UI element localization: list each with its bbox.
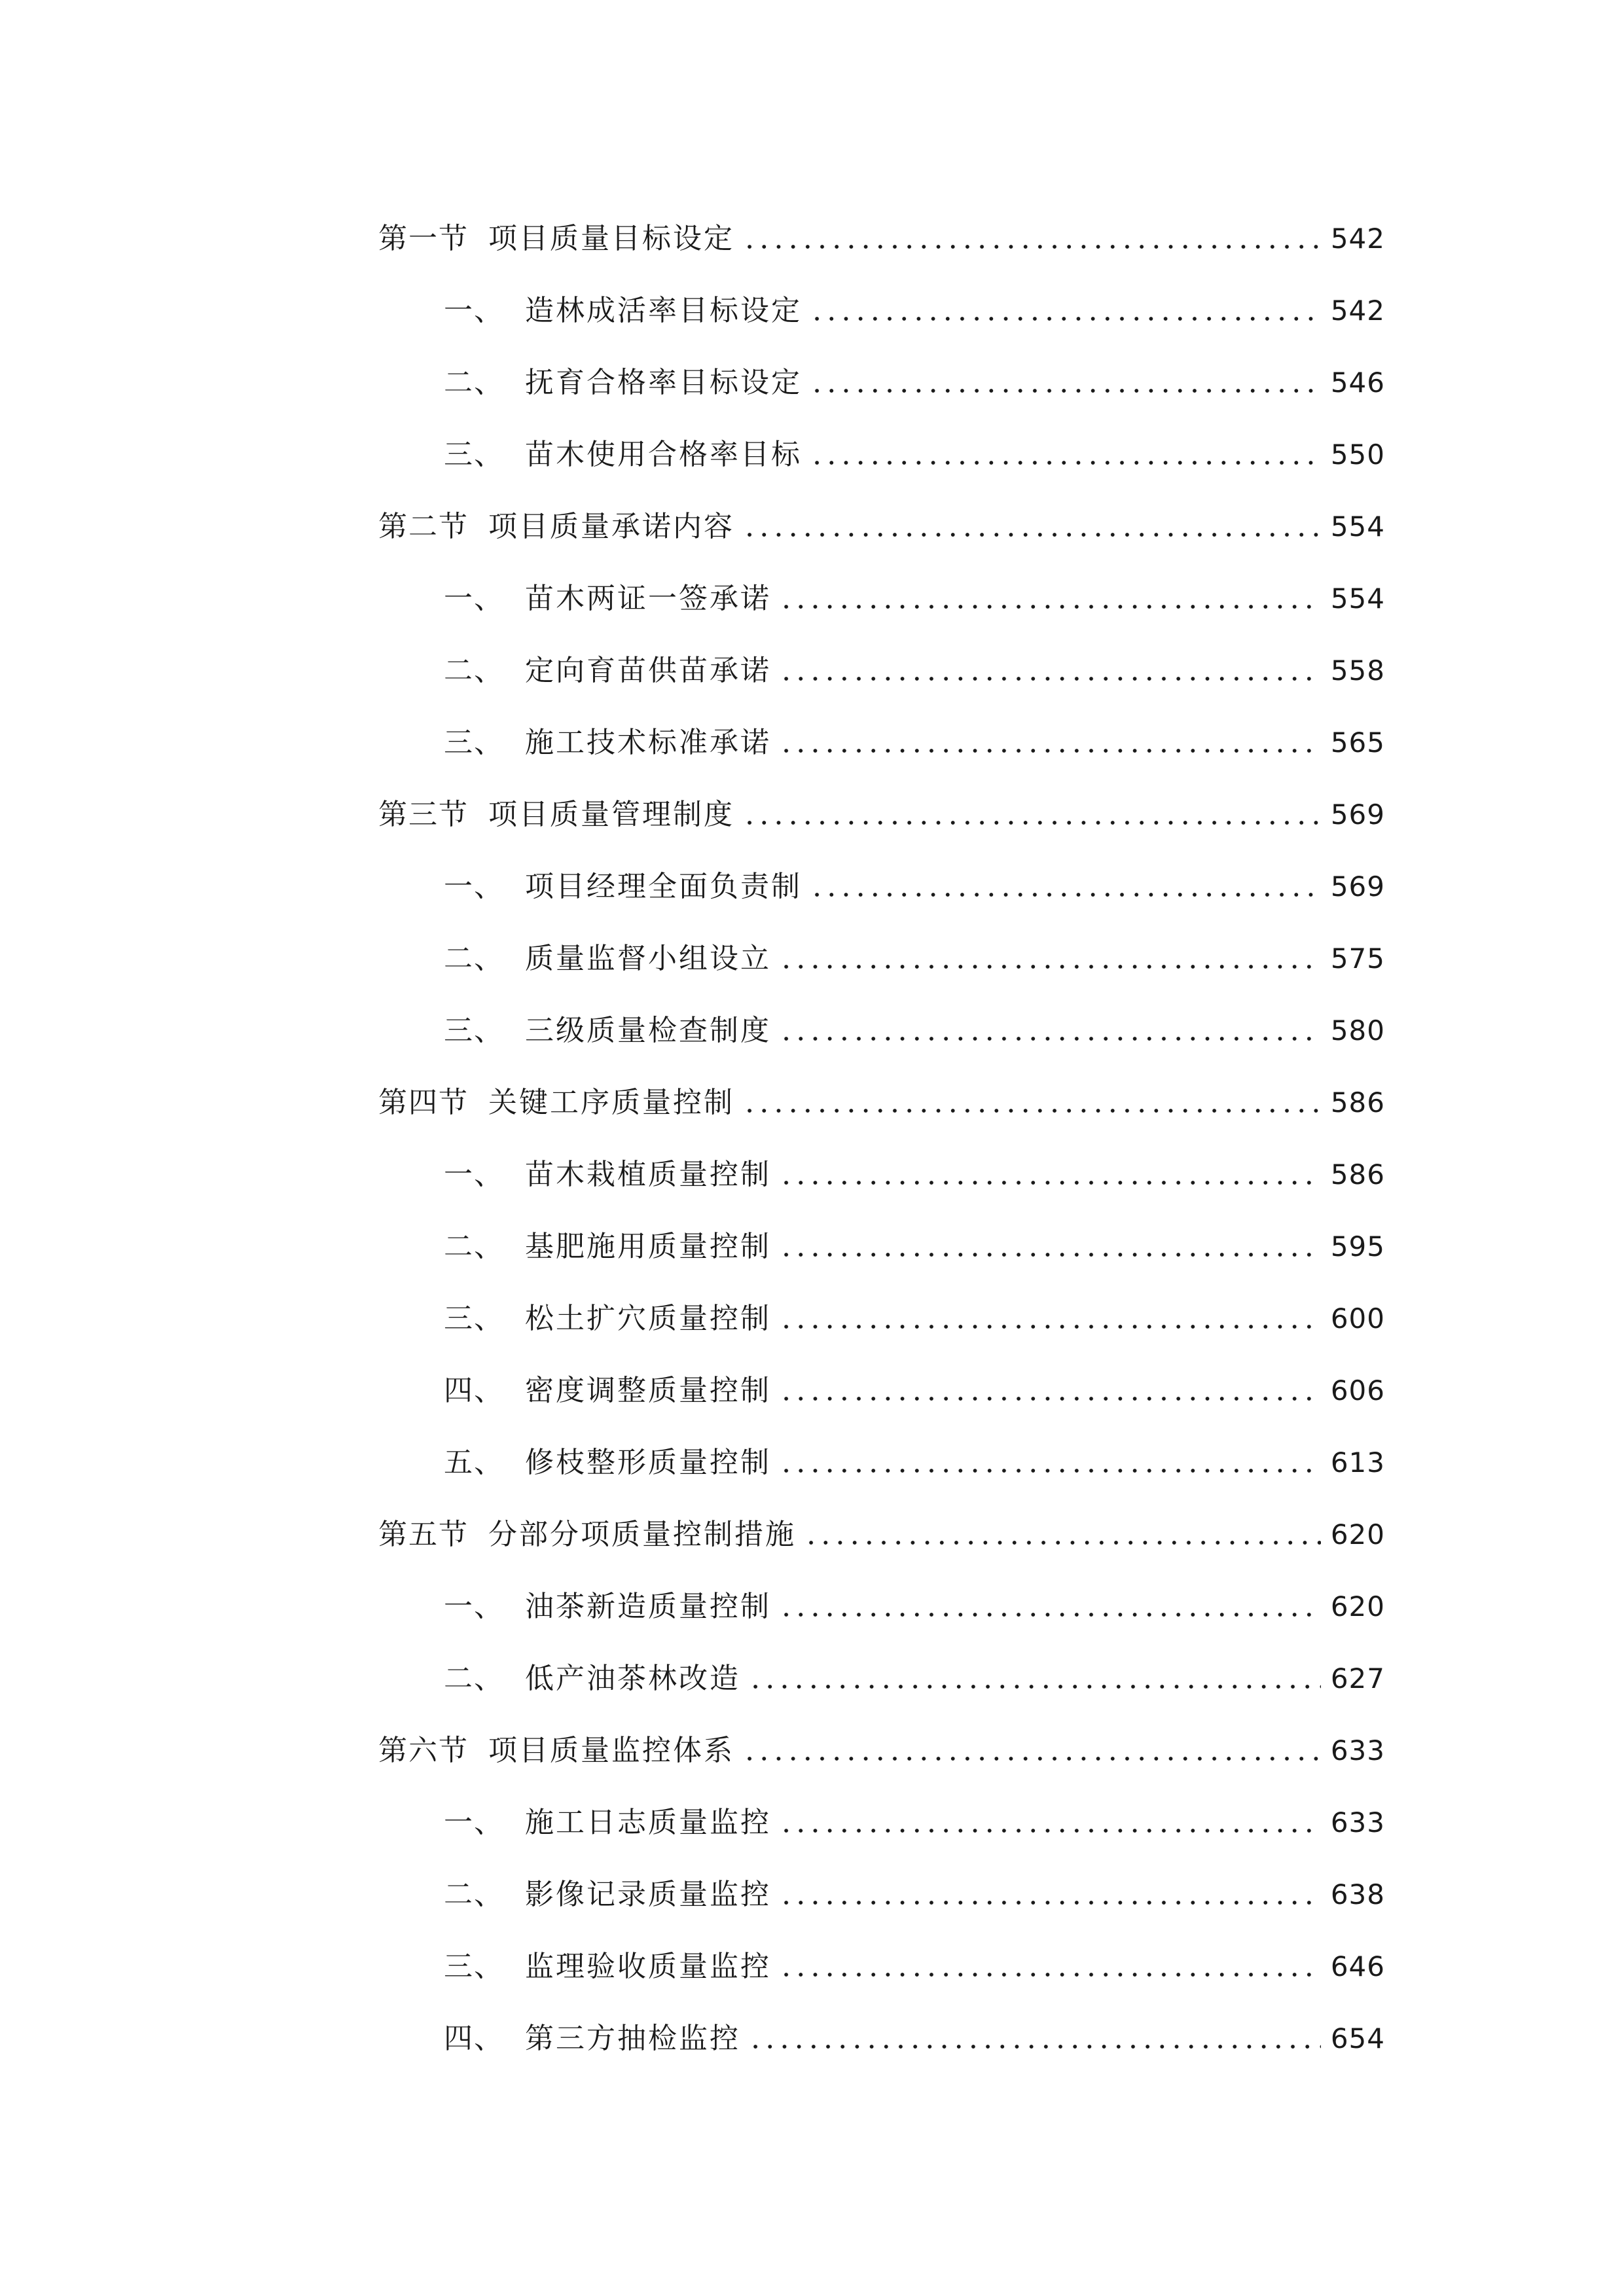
toc-page-number: 586: [1330, 1086, 1385, 1119]
toc-entry-number: 三、: [444, 438, 504, 471]
toc-entry-number: 二、: [444, 366, 504, 399]
toc-page-number: 606: [1330, 1374, 1385, 1407]
toc-entry-title: 项目质量管理制度: [488, 798, 734, 831]
toc-entry[interactable]: [378, 1499, 1385, 1571]
toc-entry[interactable]: [378, 923, 1385, 995]
toc-entry-heading: [378, 440, 802, 469]
dot-leader: [779, 1827, 1321, 1834]
toc-entry-number: 第二节: [378, 510, 469, 543]
toc-entry-number: 一、: [444, 1590, 504, 1623]
toc-entry-heading: [378, 1304, 771, 1333]
toc-entry-number: 一、: [444, 870, 504, 903]
toc-page-number: 569: [1330, 870, 1385, 903]
dot-leader: [779, 1251, 1321, 1258]
toc-entry-title: 项目质量监控体系: [488, 1734, 734, 1767]
toc-page-number: 600: [1330, 1302, 1385, 1335]
toc-entry[interactable]: [378, 995, 1385, 1067]
dot-leader: [779, 1611, 1321, 1618]
toc-page-number: 620: [1330, 1590, 1385, 1623]
toc-entry[interactable]: [378, 203, 1385, 275]
dot-leader: [748, 2043, 1321, 2050]
dot-leader: [779, 1179, 1321, 1186]
dot-leader: [810, 387, 1321, 394]
toc-page-number: 595: [1330, 1230, 1385, 1263]
toc-entry-title: 分部分项质量控制措施: [488, 1518, 796, 1551]
toc-entry-number: 二、: [444, 1230, 504, 1263]
toc-entry[interactable]: [378, 1787, 1385, 1859]
toc-entry-number: 三、: [444, 1302, 504, 1335]
toc-entry-number: 第六节: [378, 1734, 469, 1767]
toc-entry[interactable]: [378, 1283, 1385, 1355]
toc-entry-title: 造林成活率目标设定: [525, 294, 802, 327]
dot-leader: [810, 459, 1321, 466]
toc-entry-heading: [378, 1232, 771, 1261]
toc-entry-number: 第四节: [378, 1086, 469, 1119]
dot-leader: [810, 891, 1321, 898]
toc-entry-title: 第三方抽检监控: [525, 2022, 740, 2055]
toc-entry-heading: [378, 1592, 771, 1621]
dot-leader: [742, 243, 1321, 250]
dot-leader: [742, 531, 1321, 538]
toc-entry-number: 三、: [444, 1014, 504, 1047]
dot-leader: [742, 1755, 1321, 1762]
toc-entry-heading: [378, 1088, 734, 1117]
toc-page-number: 638: [1330, 1878, 1385, 1910]
toc-entry[interactable]: [378, 635, 1385, 707]
toc-entry-title: 影像记录质量监控: [525, 1878, 771, 1911]
toc-entry-heading: [378, 1664, 740, 1693]
toc-entry[interactable]: [378, 1931, 1385, 2003]
toc-entry-number: 二、: [444, 654, 504, 687]
toc-entry-heading: [378, 800, 734, 829]
toc-entry[interactable]: [378, 707, 1385, 779]
toc-entry-heading: [378, 1736, 734, 1765]
toc-page-number: 542: [1330, 223, 1385, 255]
toc-entry[interactable]: [378, 275, 1385, 347]
toc-entry-number: 四、: [444, 1374, 504, 1407]
toc-entry-heading: [378, 512, 734, 541]
toc-entry-title: 关键工序质量控制: [488, 1086, 734, 1119]
toc-page-number: 550: [1330, 439, 1385, 471]
dot-leader: [779, 747, 1321, 754]
toc-entry-number: 二、: [444, 1878, 504, 1911]
dot-leader: [779, 1035, 1321, 1042]
toc-entry-title: 项目经理全面负责制: [525, 870, 802, 903]
toc-page-number: 613: [1330, 1446, 1385, 1479]
toc-entry-number: 一、: [444, 1158, 504, 1191]
toc-entry[interactable]: [378, 1859, 1385, 1931]
toc-page-number: 565: [1330, 726, 1385, 759]
toc-entry-heading: [378, 656, 771, 685]
toc-page-number: 575: [1330, 942, 1385, 975]
toc-entry-heading: [378, 2024, 740, 2053]
toc-page-number: 654: [1330, 2022, 1385, 2054]
toc-page-number: 554: [1330, 583, 1385, 615]
toc-page-number: 569: [1330, 798, 1385, 831]
toc-entry-heading: [378, 728, 771, 757]
toc-entry[interactable]: [378, 491, 1385, 563]
toc-entry-number: 一、: [444, 582, 504, 615]
toc-entry-number: 四、: [444, 2022, 504, 2055]
toc-entry-number: 一、: [444, 294, 504, 327]
toc-entry-heading: [378, 224, 734, 253]
toc-entry-number: 二、: [444, 942, 504, 975]
toc-page-number: 554: [1330, 511, 1385, 543]
toc-entry[interactable]: [378, 1355, 1385, 1427]
dot-leader: [779, 675, 1321, 682]
toc-entry-title: 施工技术标准承诺: [525, 726, 771, 759]
toc-entry[interactable]: [378, 1139, 1385, 1211]
toc-entry[interactable]: [378, 2003, 1385, 2075]
toc-entry[interactable]: [378, 1715, 1385, 1787]
toc-entry-heading: [378, 584, 771, 613]
dot-leader: [779, 1323, 1321, 1330]
toc-page-number: 546: [1330, 367, 1385, 399]
dot-leader: [779, 1899, 1321, 1906]
toc-entry-title: 苗木栽植质量控制: [525, 1158, 771, 1191]
toc-entry-title: 苗木两证一签承诺: [525, 582, 771, 615]
toc-entry[interactable]: [378, 1211, 1385, 1283]
toc-entry-title: 定向育苗供苗承诺: [525, 654, 771, 687]
toc-entry[interactable]: [378, 347, 1385, 419]
toc-entry[interactable]: [378, 563, 1385, 635]
toc-entry-title: 密度调整质量控制: [525, 1374, 771, 1407]
toc-entry-number: 第五节: [378, 1518, 469, 1551]
toc-entry-heading: [378, 1952, 771, 1981]
dot-leader: [804, 1539, 1321, 1546]
toc-entry-title: 施工日志质量监控: [525, 1806, 771, 1839]
toc-entry-heading: [378, 1880, 771, 1909]
dot-leader: [810, 315, 1321, 322]
toc-entry-title: 低产油茶林改造: [525, 1662, 740, 1695]
toc-entry-title: 基肥施用质量控制: [525, 1230, 771, 1263]
dot-leader: [748, 1683, 1321, 1690]
toc-page-number: 633: [1330, 1734, 1385, 1767]
toc-entry-heading: [378, 872, 802, 901]
toc-page-number: 627: [1330, 1662, 1385, 1695]
dot-leader: [779, 1971, 1321, 1978]
toc-entry-number: 第一节: [378, 222, 469, 255]
dot-leader: [779, 963, 1321, 970]
toc-page-number: 646: [1330, 1950, 1385, 1982]
toc-entry-number: 三、: [444, 1950, 504, 1983]
toc-entry[interactable]: [378, 779, 1385, 851]
toc-entry-heading: [378, 1016, 771, 1045]
toc-entry[interactable]: [378, 1427, 1385, 1499]
toc-entry-heading: [378, 1448, 771, 1477]
toc-entry-heading: [378, 1520, 796, 1549]
table-of-contents: [378, 203, 1385, 2075]
toc-entry-number: 三、: [444, 726, 504, 759]
dot-leader: [742, 1107, 1321, 1114]
toc-entry[interactable]: [378, 419, 1385, 491]
dot-leader: [742, 819, 1321, 826]
dot-leader: [779, 1467, 1321, 1474]
dot-leader: [779, 1395, 1321, 1402]
toc-entry-number: 五、: [444, 1446, 504, 1479]
toc-entry-title: 项目质量承诺内容: [488, 510, 734, 543]
toc-entry-title: 监理验收质量监控: [525, 1950, 771, 1983]
toc-page-number: 580: [1330, 1014, 1385, 1047]
toc-entry[interactable]: [378, 851, 1385, 923]
toc-entry-number: 一、: [444, 1806, 504, 1839]
toc-entry-title: 抚育合格率目标设定: [525, 366, 802, 399]
toc-entry-number: 第三节: [378, 798, 469, 831]
toc-entry-title: 三级质量检查制度: [525, 1014, 771, 1047]
toc-page-number: 558: [1330, 655, 1385, 687]
toc-page-number: 586: [1330, 1158, 1385, 1191]
toc-page-number: 633: [1330, 1806, 1385, 1839]
toc-entry-heading: [378, 944, 771, 973]
toc-entry[interactable]: [378, 1643, 1385, 1715]
toc-entry[interactable]: [378, 1067, 1385, 1139]
toc-entry-title: 修枝整形质量控制: [525, 1446, 771, 1479]
toc-entry[interactable]: [378, 1571, 1385, 1643]
toc-entry-heading: [378, 1808, 771, 1837]
toc-entry-heading: [378, 1160, 771, 1189]
toc-entry-title: 苗木使用合格率目标: [525, 438, 802, 471]
toc-page-number: 542: [1330, 295, 1385, 327]
toc-entry-heading: [378, 296, 802, 325]
toc-entry-number: 二、: [444, 1662, 504, 1695]
toc-page-number: 620: [1330, 1518, 1385, 1551]
toc-entry-title: 质量监督小组设立: [525, 942, 771, 975]
toc-entry-heading: [378, 1376, 771, 1405]
toc-entry-title: 油茶新造质量控制: [525, 1590, 771, 1623]
toc-entry-title: 项目质量目标设定: [488, 222, 734, 255]
toc-entry-title: 松土扩穴质量控制: [525, 1302, 771, 1335]
dot-leader: [779, 603, 1321, 610]
toc-entry-heading: [378, 368, 802, 397]
